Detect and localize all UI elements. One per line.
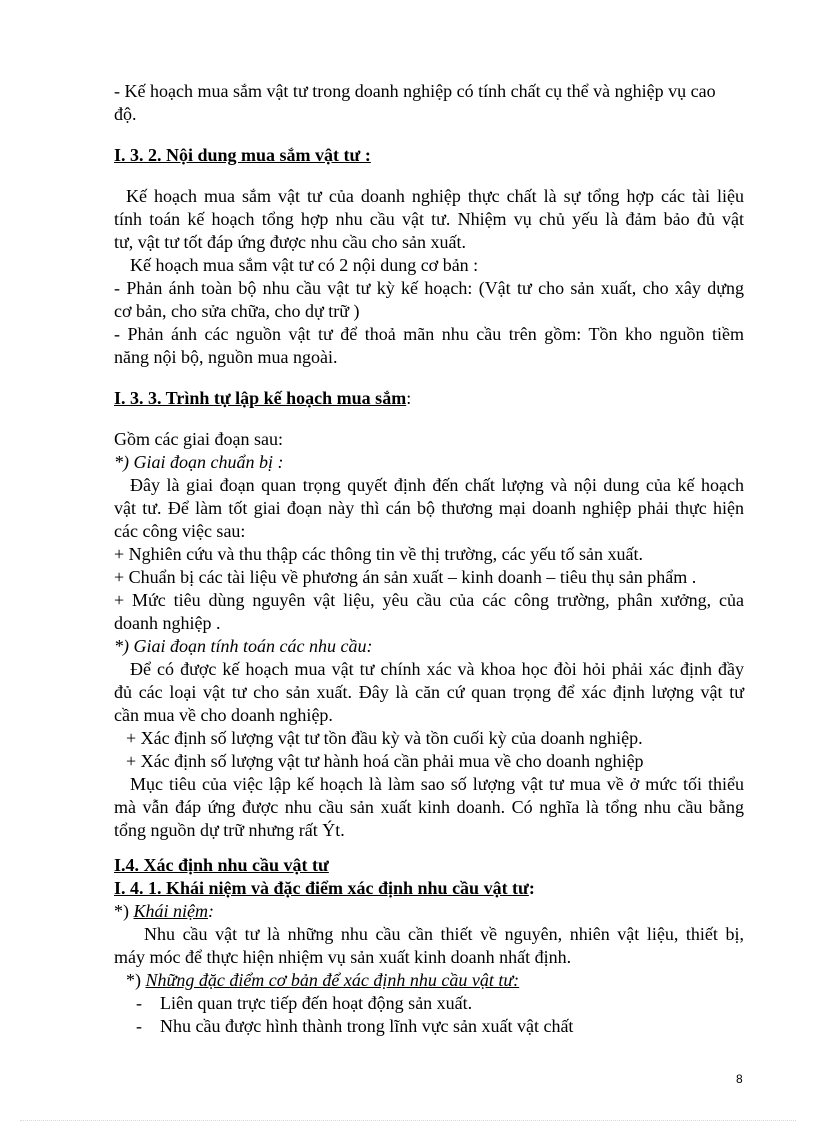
text-line: các công việc sau: — [114, 521, 246, 541]
subheading: *) Giai đoạn chuẩn bị : — [114, 452, 284, 472]
text-line: - Kế hoạch mua sắm vật tư trong doanh nghiệp có tính chất cụ thể và nghiệp vụ cao — [114, 81, 716, 101]
dash-bullet: - — [136, 993, 142, 1013]
section-heading-colon: : — [406, 388, 412, 408]
subheading: *) Giai đoạn tính toán các nhu cầu: — [114, 636, 373, 656]
text-line: Kế hoạch mua sắm vật tư có 2 nội dung cơ bản : — [130, 255, 479, 275]
list-item — [114, 1015, 744, 1038]
list-item: + Nghiên cứu và thu thập các thông tin về thị trường, các yếu tố sản xuất. — [114, 544, 644, 564]
text-line: doanh nghiệp . — [114, 613, 221, 633]
page-number: 8 — [736, 1072, 743, 1086]
dash-bullet: - — [136, 1016, 142, 1036]
subheading-colon: : — [208, 901, 214, 921]
section-heading-text: I. 4. 1. Khái niệm và đặc điểm xác định nhu cầu vật tư — [114, 878, 529, 898]
section-heading: I.4. Xác định nhu cầu vật tư — [114, 855, 329, 875]
text-line: cơ bản, cho sửa chữa, cho dự trữ ) — [114, 301, 360, 321]
text-line: - Phản ánh toàn bộ nhu cầu vật tư kỳ kế hoạch: (Vật tư cho sản xuất, cho xây dựng — [114, 278, 744, 298]
list-item — [114, 992, 744, 1015]
text-line: Đây là giai đoạn quan trọng quyết định đến chất lượng và nội dung của kế hoạch — [130, 475, 744, 495]
subheading — [114, 900, 744, 923]
text-line: vật tư. Để làm tốt giai đoạn này thì cán bộ thương mại doanh nghiệp phải thực hiện — [114, 498, 744, 518]
page-content — [114, 80, 744, 1038]
text-line: Gồm các giai đoạn sau: — [114, 429, 283, 449]
subheading-prefix: *) — [114, 901, 129, 921]
text-line: Kế hoạch mua sắm vật tư của doanh nghiệp thực chất là sự tổng hợp các tài liệu — [126, 186, 744, 206]
text-line: Nhu cầu vật tư là những nhu cầu cần thiết về nguyên, nhiên vật liệu, thiết bị, — [144, 924, 744, 944]
text-line: năng nội bộ, nguồn mua ngoài. — [114, 347, 338, 367]
subheading — [114, 969, 744, 992]
list-item: + Chuẩn bị các tài liệu về phương án sản xuất – kinh doanh – tiêu thụ sản phẩm . — [114, 567, 697, 587]
text-line: tính toán kế hoạch tổng hợp nhu cầu vật tư. Nhiệm vụ chủ yếu là đảm bảo đủ vật — [114, 209, 744, 229]
text-line: Để có được kế hoạch mua vật tư chính xác và khoa học đòi hỏi phải xác định đầy — [130, 659, 744, 679]
subheading-prefix: *) — [126, 970, 141, 990]
text-line: Mục tiêu của việc lập kế hoạch là làm sao số lượng vật tư mua về ở mức tối thiểu — [130, 774, 744, 794]
text-line: tư, vật tư tốt đáp ứng được nhu cầu cho sản xuất. — [114, 232, 466, 252]
text-line: tổng nguồn dự trữ nhưng rất Ýt. — [114, 820, 345, 840]
section-heading — [114, 387, 744, 410]
section-heading — [114, 877, 744, 900]
text-line: cần mua về cho doanh nghiệp. — [114, 705, 333, 725]
list-item: + Mức tiêu dùng nguyên vật liệu, yêu cầu của các công trường, phân xưởng, của — [114, 590, 744, 610]
subheading-text: Những đặc điểm cơ bản để xác định nhu cầu vật tư: — [145, 970, 520, 990]
section-heading-colon: : — [528, 878, 535, 898]
section-heading-text: I. 3. 3. Trình tự lập kế hoạch mua sắm — [114, 388, 407, 408]
text-line: - Phản ánh các nguồn vật tư để thoả mãn nhu cầu trên gồm: Tồn kho nguồn tiềm — [114, 324, 744, 344]
subheading-text: Khái niệm — [133, 901, 208, 921]
list-item-text: Liên quan trực tiếp đến hoạt động sản xuất. — [160, 993, 473, 1013]
list-item-text: Nhu cầu được hình thành trong lĩnh vực sản xuất vật chất — [160, 1016, 574, 1036]
text-line: đủ các loại vật tư cho sản xuất. Đây là căn cứ quan trọng để xác định lượng vật tư — [114, 682, 744, 702]
text-line: mà vẫn đáp ứng được nhu cầu sản xuất kinh doanh. Có nghĩa là tổng nhu cầu bằng — [114, 797, 744, 817]
list-item: + Xác định số lượng vật tư hành hoá cần phải mua về cho doanh nghiệp — [126, 751, 644, 771]
text-line: máy móc để thực hiện nhiệm vụ sản xuất kinh doanh nhất định. — [114, 947, 572, 967]
list-item: + Xác định số lượng vật tư tồn đầu kỳ và tồn cuối kỳ của doanh nghiệp. — [126, 728, 643, 748]
text-line: độ. — [114, 104, 137, 124]
footer-divider — [20, 1120, 796, 1121]
section-heading: I. 3. 2. Nội dung mua sắm vật tư : — [114, 145, 371, 165]
